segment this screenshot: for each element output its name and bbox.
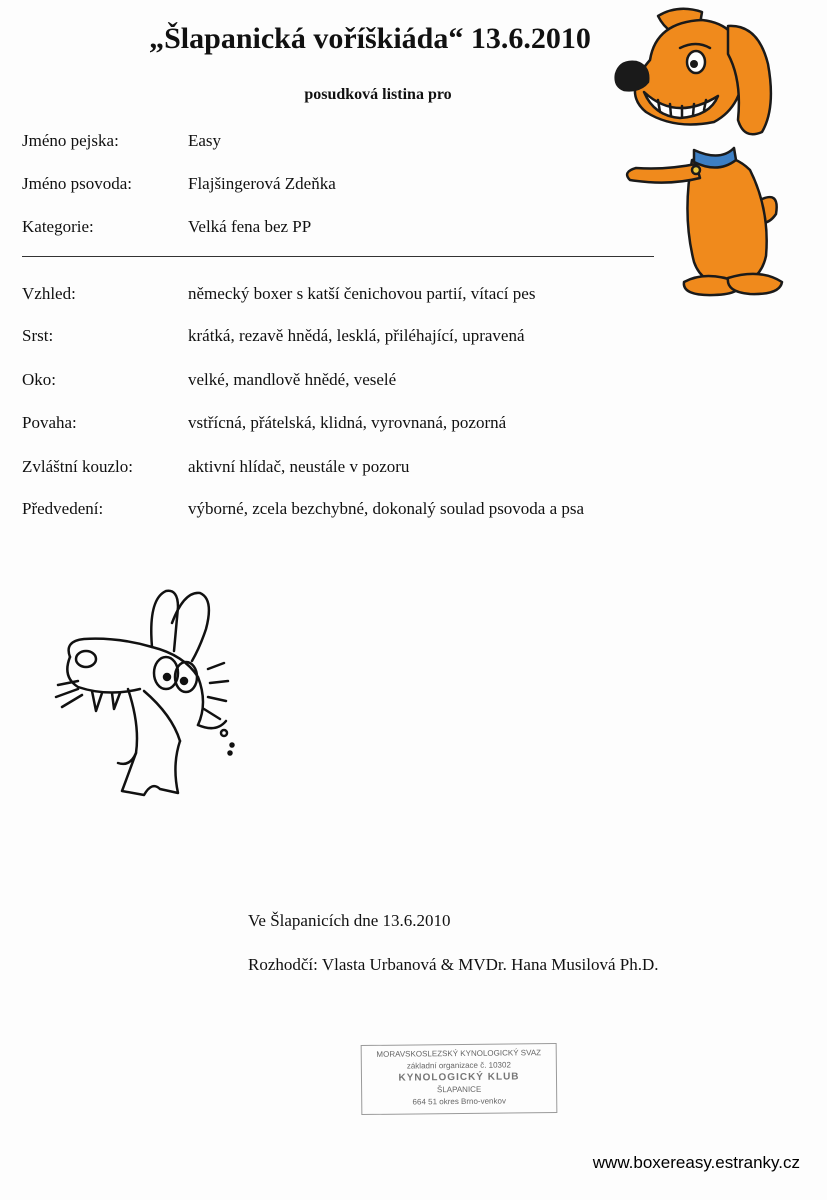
orange-dog-illustration xyxy=(610,0,790,300)
handler-name-value: Flajšingerová Zdeňka xyxy=(188,174,336,193)
stamp-club-name: KYNOLOGICKÝ KLUB xyxy=(398,1071,520,1084)
stamp-line: ŠLAPANICE xyxy=(436,1084,482,1095)
section-divider xyxy=(22,256,654,257)
eye-value: velké, mandlově hnědé, veselé xyxy=(188,370,397,389)
line-art-dog-illustration xyxy=(48,585,248,815)
presentation-value: výborné, zcela bezchybné, dokonalý soulad psovoda a psa xyxy=(188,499,585,518)
stamp-line: 664 51 okres Brno-venkov xyxy=(412,1096,506,1107)
field-label: Kategorie: xyxy=(22,217,94,236)
dog-name-value: Easy xyxy=(188,131,222,150)
club-stamp xyxy=(361,1043,558,1115)
page-title: „Šlapanická voříškiáda“ 13.6.2010 xyxy=(149,22,591,55)
field-label: Povaha: xyxy=(22,413,77,432)
stamp-line: MORAVSKOSLEZSKÝ KYNOLOGICKÝ SVAZ xyxy=(376,1048,542,1059)
field-label: Vzhled: xyxy=(22,284,76,303)
special-charm-value: aktivní hlídač, neustále v pozoru xyxy=(188,457,410,476)
website-url: www.boxereasy.estranky.cz xyxy=(592,1153,800,1172)
field-label: Jméno pejska: xyxy=(22,131,119,150)
page-subtitle: posudková listina pro xyxy=(304,86,452,103)
field-label: Oko: xyxy=(22,370,56,389)
judges: Rozhodčí: Vlasta Urbanová & MVDr. Hana Musilová Ph.D. xyxy=(248,955,659,974)
category-value: Velká fena bez PP xyxy=(188,217,312,236)
place-and-date: Ve Šlapanicích dne 13.6.2010 xyxy=(248,911,451,930)
field-label: Jméno psovoda: xyxy=(22,174,133,193)
coat-value: krátká, rezavě hnědá, lesklá, přiléhající, upravená xyxy=(188,326,525,345)
appearance-value: německý boxer s katší čenichovou partií, vítací pes xyxy=(188,284,536,303)
field-label: Předvedení: xyxy=(22,499,104,518)
field-label: Srst: xyxy=(22,326,54,345)
stamp-line: základní organizace č. 10302 xyxy=(406,1060,511,1071)
temperament-value: vstřícná, přátelská, klidná, vyrovnaná, pozorná xyxy=(188,413,507,432)
field-label: Zvláštní kouzlo: xyxy=(22,457,133,476)
